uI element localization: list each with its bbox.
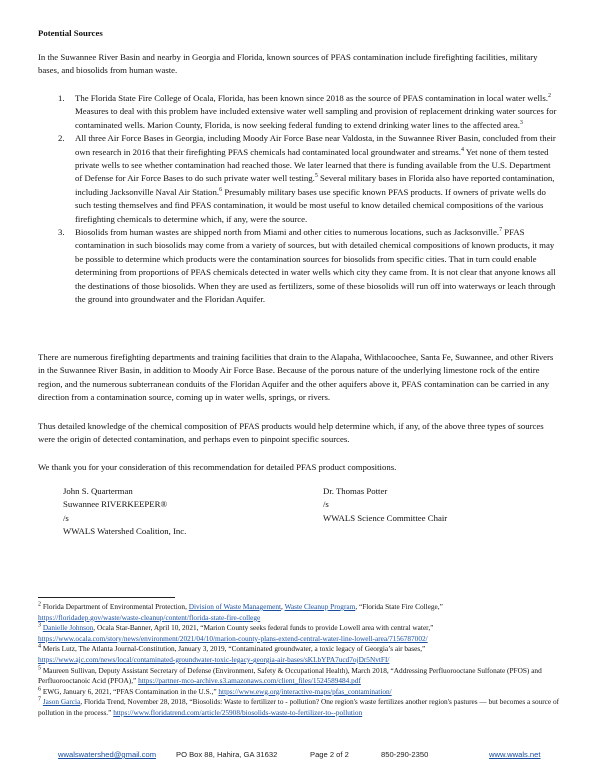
- signer-organization: WWALS Watershed Coalition, Inc.: [63, 526, 187, 537]
- knowledge-paragraph: Thus detailed knowledge of the chemical composition of PFAS products would help determine which, if any, of the above three types of sources were the origin of detected contamination, and perhaps even to pinpoint specific sources.: [38, 421, 544, 445]
- footnote-ref[interactable]: 6: [219, 186, 223, 193]
- footnote-ref[interactable]: 2: [547, 93, 551, 100]
- signature-block-right: [323, 485, 447, 525]
- thanks-paragraph: We thank you for your consideration of this recommendation for detailed PFAS product compositions.: [38, 462, 397, 472]
- footnote: $^5$ Maureen Sullivan, Deputy Assistant Secretary of Defense (Environment, Safety & Occupational Health), March 2018, “Addressing Perfluorooctane Sulfonate (PFOS) and Perfluorooctanoic Acid (PFOA),” https://partner-mco-archive.s3.amazonaws.com/client_files/1524589484.pdf: [38, 665, 542, 686]
- footnote-url[interactable]: https://floridadep.gov/waste/waste-cleanup/content/florida-state-fire-college: [38, 612, 261, 622]
- list-item: 1. The Florida State Fire College of Ocala, Florida, has been known since 2018 as the source of PFAS contamination in local water wells.$^2$ Measures to deal with this problem have included extensive water well sampling and provision of replacement drinking water sources for contaminated wells. Marion County, Florida, is now seeking federal funding to extend drinking water lines to the affected area.$^3$: [58, 93, 557, 130]
- footnote-author-link[interactable]: Danielle Johnson: [42, 623, 94, 633]
- page-footer: [0, 750, 600, 764]
- list-number: 3.: [58, 227, 65, 238]
- footnote-ref[interactable]: 4: [460, 146, 464, 153]
- rivers-paragraph: There are numerous firefighting departments and training facilities that drain to the Alapaha, Withlacoochee, Santa Fe, Suwannee, and other Rivers in the Suwannee River Basin, in addition to Moody Air Force Base. Because of the porous nature of the underlying limestone rock of the entire region, and the numerous subterranean conduits of the Floridan Aquifer and the other aquifers above it, PFAS contamination can be carried in any direction from a contamination source, coming up in water wells, springs, or rivers.: [38, 352, 554, 403]
- footnote-link[interactable]: Waste Cleanup Program: [284, 602, 356, 611]
- footnote-divider: [38, 597, 175, 598]
- footnote: $^3$ Danielle Johnson, Ocala Star-Banner, April 10, 2021, “Marion County seeks federal funds to provide Lowell area with central water,” https://www.ocala.com/story/news/environment/2021/04/10/marion-county-plans-extend-central-water-line-lowell-area/7156787002/: [38, 622, 434, 643]
- signature-mark: /s: [323, 499, 329, 510]
- footer-address: PO Box 88, Hahira, GA 31632: [176, 750, 278, 759]
- signature-mark: /s: [63, 512, 69, 523]
- footnote-ref[interactable]: 5: [314, 173, 318, 180]
- signer-title: WWALS Science Committee Chair: [323, 512, 448, 523]
- footer-page-number: Page 2 of 2: [310, 750, 349, 759]
- footnotes: [38, 602, 563, 719]
- footnote: $^2$ Florida Department of Environmental Protection, Division of Waste Management, Waste Cleanup Program, “Florida State Fire College,” https://floridadep.gov/waste/waste-cleanup/content/florida-state-fire-college: [38, 601, 443, 622]
- intro-paragraph: In the Suwannee River Basin and nearby in Georgia and Florida, known sources of PFAS contamination include firefighting facilities, military bases, and biosolids from human waste.: [38, 52, 538, 76]
- signer-name: John S. Quarterman: [63, 486, 133, 496]
- signer-name: Dr. Thomas Potter: [323, 486, 388, 496]
- footer-website-link[interactable]: www.wwals.net: [489, 750, 541, 759]
- list-item: 3. Biosolids from human wastes are shipped north from Miami and other cities to numerous locations, such as Jacksonville.$^7$ PFAS contamination in such biosolids may come from a variety of sources, but with detailed chemical compositions of known products, it may be possible to determine which products were the contamination sources for biosolids from specific cities. That in turn could enable determining from proportions of PFAS chemicals detected in water wells which city they came from. It is not clear that anyone knows all the destinations of those biosolids. When they are used as fertilizers, some of these biosolids will run off into waterways or leach through the ground into groundwater and the Floridan Aquifer.: [58, 227, 556, 305]
- list-number: 2.: [58, 133, 65, 144]
- footnote-link[interactable]: Division of Waste Management: [188, 602, 282, 611]
- footer-phone: 850-290-2350: [381, 750, 429, 759]
- section-heading: Potential Sources: [38, 28, 103, 38]
- footnote-author-link[interactable]: Jason Garcia: [42, 697, 81, 707]
- list-number: 1.: [58, 93, 65, 103]
- footnote-url[interactable]: https://partner-mco-archive.s3.amazonaws.com/client_files/1524589484.pdf: [138, 676, 361, 686]
- list-item: 2. All three Air Force Bases in Georgia, including Moody Air Force Base near Valdosta, in the Suwannee River Basin, concluded from their own research in 2016 that their firefighting PFAS chemicals had contaminated local groundwater and streams.$^4$ Yet none of them tested private wells to see whether contamination had reached those. We later learned that there is funding available from the U.S. Department of Defense for Air Force Bases to do such private water well testing.$^5$ Several military bases in Florida also have reported contamination, including Jacksonville Naval Air Station.$^6$ Presumably military bases use specific known PFAS products. If owners of private wells do such testing themselves and find PFAS contamination, it would be most useful to know detailed chemical compositions of the various firefighting chemicals to determine which, if any, were the source.: [58, 133, 556, 224]
- signer-title: Suwannee RIVERKEEPER®: [63, 499, 168, 510]
- footnote-ref[interactable]: 7: [499, 227, 503, 234]
- footnote-url[interactable]: https://www.ewg.org/interactive-maps/pfas_contamination/: [218, 686, 392, 696]
- sources-list: [38, 92, 560, 307]
- footnote: $^6$ EWG, January 6, 2021, “PFAS Contamination in the U.S.,” https://www.ewg.org/interactive-maps/pfas_contamination/: [38, 686, 392, 696]
- footnote: $^7$ Jason Garcia, Florida Trend, November 28, 2018, “Biosolids: Waste to fertilizer to - pollution? One region's waste fertilizes another region's pastures — but becomes a source of pollution in the process.” https://www.floridatrend.com/article/25908/biosolids-waste-to-fertilizer-to--pollution: [38, 696, 560, 717]
- footnote-ref[interactable]: 3: [519, 119, 523, 126]
- footnote-url[interactable]: https://www.ajc.com/news/local/contaminated-groundwater-toxic-legacy-georgia-air-bases/sKLbYPA7ucd7ojDr5NvtFI/: [38, 654, 390, 664]
- signature-block-left: [63, 485, 186, 539]
- footer-email-link[interactable]: wwalswatershed@gmail.com: [58, 750, 157, 759]
- footnote-url[interactable]: https://www.ocala.com/story/news/environment/2021/04/10/marion-county-plans-extend-central-water-line-lowell-area/7156787002/: [38, 633, 428, 643]
- footnote-url[interactable]: https://www.floridatrend.com/article/25908/biosolids-waste-to-fertilizer-to--pollution: [113, 707, 363, 717]
- footnote: $^4$ Meris Lutz, The Atlanta Journal-Constitution, January 3, 2019, “Contaminated groundwater, a toxic legacy of Georgia’s air bases,” https://www.ajc.com/news/local/contaminated-groundwater-toxic-legacy-georgia-air-bases/sKLbYPA7ucd7ojDr5NvtFI/: [38, 643, 426, 664]
